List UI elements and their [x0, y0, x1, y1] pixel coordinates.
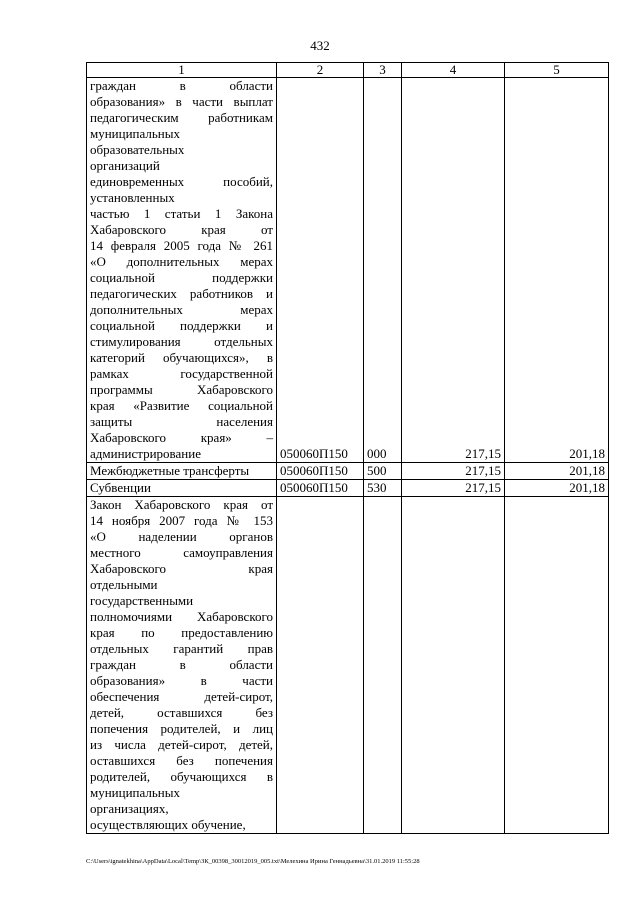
description-line: социальной поддержки	[90, 270, 273, 285]
target-article-code: 050060П150	[277, 78, 364, 463]
column-header-1: 1	[87, 63, 277, 78]
description-line: установленных	[90, 190, 175, 205]
description-line: частью 1 статьи 1 Закона	[90, 206, 273, 221]
description-line: попечения родителей, и лиц	[90, 721, 273, 736]
description-line: граждан в области	[90, 657, 273, 672]
amount-year-2: 201,18	[505, 463, 609, 480]
description-line: образовательных	[90, 142, 185, 157]
description-line: муниципальных	[90, 785, 181, 800]
description-line: края «Развитие социальной	[90, 398, 273, 413]
description-line: полномочиями Хабаровского	[90, 609, 273, 624]
description-line: обеспечения детей-сирот,	[90, 689, 273, 704]
amount-year-2: 201,18	[505, 480, 609, 497]
amount-year-1: 217,15	[402, 480, 505, 497]
expense-type-code: 530	[364, 480, 402, 497]
description-line: программы Хабаровского	[90, 382, 273, 397]
column-header-3: 3	[364, 63, 402, 78]
description-line: Межбюджетные трансферты	[90, 463, 250, 478]
description-line: Хабаровского края» –	[90, 430, 273, 445]
description-line: местного самоуправления	[90, 545, 273, 560]
description-line: организациях,	[90, 801, 169, 816]
description-line: из числа детей-сирот, детей,	[90, 737, 273, 752]
table-body	[87, 78, 609, 834]
target-article-code: 050060П150	[277, 480, 364, 497]
table-row	[87, 78, 609, 463]
file-path-footer: C:\Users\ignatekhina\AppData\Local\Temp\ЗК_00398_30012019_005.txt\Мелехина Ирина Геннадьевна\31.01.2019 11:55:28	[86, 858, 420, 865]
description-line: 14 ноября 2007 года № 153	[90, 513, 273, 528]
expense-type-code	[364, 497, 402, 834]
page-number: 432	[310, 38, 330, 53]
row-description	[87, 463, 277, 480]
description-line: граждан в области	[90, 78, 273, 93]
description-line: защиты населения	[90, 414, 273, 429]
amount-year-1	[402, 497, 505, 834]
table-row	[87, 497, 609, 834]
amount-year-1: 217,15	[402, 78, 505, 463]
description-line: муниципальных	[90, 126, 181, 141]
description-line: государственными	[90, 593, 194, 608]
description-line: дополнительных мерах	[90, 302, 273, 317]
target-article-code	[277, 497, 364, 834]
table-header-row	[87, 63, 609, 78]
description-line: Хабаровского края	[90, 561, 273, 576]
description-line: единовременных пособий,	[90, 174, 273, 189]
row-description	[87, 78, 277, 463]
description-line: организаций	[90, 158, 160, 173]
description-line: стимулирования отдельных	[90, 334, 273, 349]
description-line: отдельных гарантий прав	[90, 641, 273, 656]
description-line: образования» в части	[90, 673, 273, 688]
description-line: «О наделении органов	[90, 529, 273, 544]
description-line: родителей, обучающихся в	[90, 769, 273, 784]
description-line: рамках государственной	[90, 366, 273, 381]
description-line: образования» в части выплат	[90, 94, 273, 109]
column-header-2: 2	[277, 63, 364, 78]
description-line: оставшихся без попечения	[90, 753, 273, 768]
description-line: администрирование	[90, 446, 201, 461]
amount-year-2: 201,18	[505, 78, 609, 463]
table-row	[87, 480, 609, 497]
description-line: педагогическим работникам	[90, 110, 273, 125]
description-line: осуществляющих обучение,	[90, 817, 246, 832]
description-line: «О дополнительных мерах	[90, 254, 273, 269]
budget-table	[86, 62, 609, 834]
description-line: Субвенции	[90, 480, 151, 495]
target-article-code: 050060П150	[277, 463, 364, 480]
expense-type-code: 500	[364, 463, 402, 480]
description-line: края по предоставлению	[90, 625, 273, 640]
row-description	[87, 497, 277, 834]
row-description	[87, 480, 277, 497]
column-header-4: 4	[402, 63, 505, 78]
amount-year-1: 217,15	[402, 463, 505, 480]
column-header-5: 5	[505, 63, 609, 78]
table-row	[87, 463, 609, 480]
description-line: педагогических работников и	[90, 286, 273, 301]
amount-year-2	[505, 497, 609, 834]
expense-type-code: 000	[364, 78, 402, 463]
description-line: детей, оставшихся без	[90, 705, 273, 720]
description-line: Хабаровского края от	[90, 222, 273, 237]
description-line: категорий обучающихся», в	[90, 350, 273, 365]
description-line: Закон Хабаровского края от	[90, 497, 273, 512]
description-line: отдельными	[90, 577, 158, 592]
description-line: социальной поддержки и	[90, 318, 273, 333]
description-line: 14 февраля 2005 года № 261	[90, 238, 273, 253]
